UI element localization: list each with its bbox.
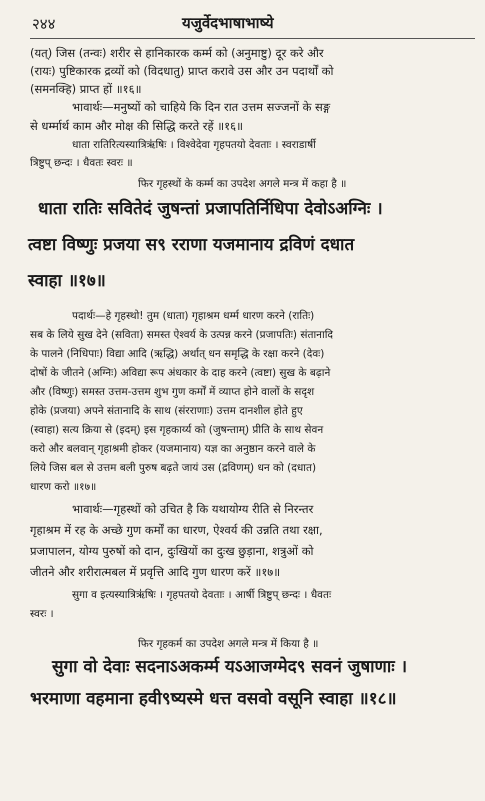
text-line: भावार्थः—मनुष्यों को चाहिये कि दिन रात उत्तम सज्जनों के सङ्ग [72, 100, 331, 114]
text-line: फिर गृहकर्म का उपदेश अगले मन्त्र में किया है ॥ [138, 638, 319, 650]
text-line: पदार्थः—हे गृहस्थो! तुम (धाता) गृहाश्रम धर्म्म धारण करने (रातिः) [72, 310, 315, 322]
mantra-line: त्वष्टा विष्णुः प्रजया स९ रराणा यजमानाय द्रविणं दधात [28, 235, 355, 255]
text-line: सब के लिये सुख देने (सविता) समस्त ऐश्वर्य के उत्पन्न करने (प्रजापतिः) संतानादि [30, 329, 334, 341]
text-line: से धर्म्मार्थ काम और मोक्ष की सिद्धि करते रहें ॥१६॥ [30, 119, 244, 133]
mantra-line: सुगा वो देवाः सदनाऽअकर्म्म यऽआजग्मेद९ सवनं जुषाणाः । [52, 657, 408, 677]
mantra-line: धाता रातिः सवितेदं जुषन्तां प्रजापतिर्निधिपा देवोऽअग्निः । [38, 199, 383, 219]
text-line: प्रजापालन, योग्य पुरुषों को दान, दुःखियों का दुःख छुड़ाना, शत्रुओं को [30, 544, 314, 558]
text-line: लिये जिस बल से उत्तम बली पुरुष बढ़ते जायं उस (द्रविणम्) धन को (दधात) [30, 462, 317, 474]
text-line: त्रिष्टुप् छन्दः । धैवतः स्वरः ॥ [30, 157, 133, 169]
text-line: (रायः) पुष्टिकारक द्रव्यों को (विदधातु) प्राप्त करावे उस और उन पदार्थों को [30, 64, 334, 78]
text-line: जीतने और शरीरात्मबल में प्रवृत्ति आदि गुण धारण करें ॥१७॥ [30, 565, 281, 579]
page-number: २४४ [32, 15, 56, 33]
text-line: गृहाश्रम में रह के अच्छे गुण कर्मों का धारण, ऐश्वर्य की उन्नति तथा रक्षा, [30, 523, 323, 537]
text-line: करो और बलवान् गृहाश्रमी होकर (यजमानाय) यज्ञ का अनुष्ठान करने वाले के [30, 443, 316, 455]
text-line: (यत्) जिस (तन्वः) शरीर से हानिकारक कर्म्म को (अनुमाष्टु) दूर करे और [30, 46, 324, 60]
header-rule [30, 38, 475, 39]
text-line: धाता रातिरित्यस्यात्रिऋ॑षिः । विश्वेदेवा गृहपतयो देवताः । स्वराडार्षी [72, 139, 316, 151]
text-line: होके (प्रजया) अपने संतानादि के साथ (संरराणाः) उत्तम दानशील होते हुए [30, 405, 303, 417]
text-line: के पालने (निधिपाः) विद्या आदि (ऋद्धि) अर्थात् धन समृद्धि के रक्षा करने (देवः) [30, 348, 325, 360]
text-line: धारण करो ॥१७॥ [30, 481, 97, 493]
text-line: दोषों के जीतने (अग्निः) अविद्या रूप अंधकार के दाह करने (त्वष्टा) सुख के बढ़ाने [30, 367, 331, 379]
text-line: (स्वाहा) सत्य क्रिया से (इदम्) इस गृहकार्य्य को (जुषन्ताम्) प्रीति के साथ सेवन [30, 424, 324, 436]
text-line: और (विष्णुः) समस्त उत्तम-उत्तम शुभ गुण कर्मों में व्याप्त होने वालों के सदृश [30, 386, 315, 398]
text-line: स्वरः । [30, 608, 54, 620]
text-line: फिर गृहस्थों के कर्म्म का उपदेश अगले मन्त्र में कहा है ॥ [138, 178, 347, 190]
mantra-line: भरमाणा वहमाना हवी९ष्यस्मे धत्त वसवो वसूनि स्वाहा ॥१८॥ [30, 689, 397, 709]
text-line: सुगा व इत्यस्यात्रिऋ॑षिः । गृहपतयो देवताः । आर्षी त्रिष्टुप् छन्दः । धैवतः [72, 589, 332, 601]
text-line: भावार्थः—गृहस्थों को उचित है कि यथायोग्य रीति से निरन्तर [72, 502, 314, 516]
running-title: यजुर्वेदभाषाभाष्ये [182, 14, 274, 32]
text-line: (समनक्हि) प्राप्त हों ॥१६॥ [30, 82, 142, 96]
mantra-line: स्वाहा ॥१७॥ [28, 271, 106, 291]
page-header [32, 12, 472, 36]
